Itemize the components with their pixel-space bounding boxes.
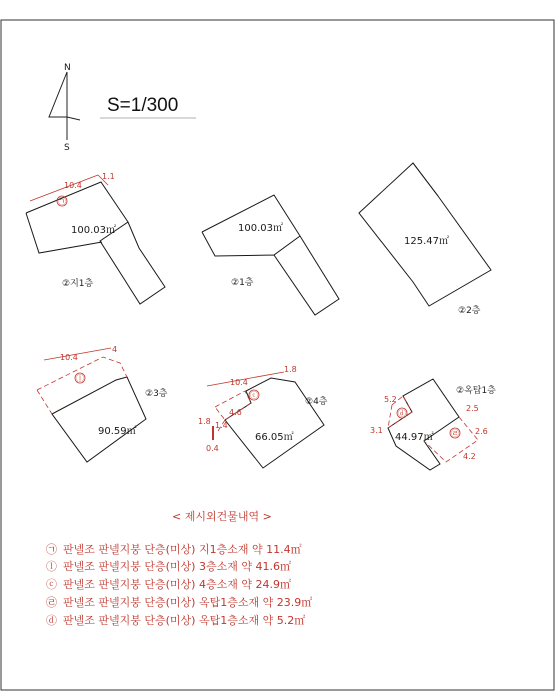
dim-fourth-floor-3: 4.6	[229, 408, 242, 417]
dim-rooftop-1: 5.2	[384, 395, 397, 404]
legend-item-5: 판넬조 판넬지붕 단층(미상) 옥탑1층소재 약 5.2㎡	[63, 614, 306, 627]
marker-c: ⓒ	[250, 391, 258, 400]
floor-plan-basement	[26, 172, 165, 304]
dim-side-basement: 1.1	[102, 172, 115, 181]
marker-l: ⓛ	[76, 374, 84, 383]
area-fourth-floor: 66.05㎡	[255, 432, 294, 443]
legend-item-4: 판넬조 판넬지붕 단층(미상) 옥탑1층소재 약 23.9㎡	[63, 596, 313, 609]
dim-rooftop-4: 2.6	[475, 427, 488, 436]
legend-marker-5: ⓓ	[46, 614, 57, 627]
legend-item-2: 판넬조 판넬지붕 단층(미상) 3층소재 약 41.6㎡	[63, 560, 291, 573]
area-second-floor: 125.47㎡	[404, 236, 449, 247]
dim-fourth-floor-1: 1.8	[198, 417, 211, 426]
area-basement: 100.03㎡	[71, 225, 116, 236]
area-third-floor: 90.59㎡	[98, 426, 137, 437]
legend-item-3: 판넬조 판넬지붕 단층(미상) 4층소재 약 24.9㎡	[63, 578, 291, 591]
floor-plan-second-floor	[359, 163, 491, 316]
area-rooftop: 44.97㎡	[395, 432, 434, 443]
floor-plan-rooftop	[370, 379, 496, 470]
north-arrow-icon	[49, 72, 80, 140]
dim-rooftop-3: 2.5	[466, 404, 479, 413]
dim-top-fourth-floor: 10.4	[230, 378, 248, 387]
dim-top-third-floor: 10.4	[60, 353, 78, 362]
marker-g: ㉠	[58, 197, 66, 206]
dim-fourth-floor-4: 0.4	[206, 444, 219, 453]
dim-rooftop-5: 4.2	[463, 452, 476, 461]
legend-marker-3: ⓒ	[46, 578, 57, 591]
marker-d: ⓓ	[398, 409, 406, 418]
marker-r: ㉣	[451, 429, 459, 438]
floor-label-third-floor: ②3층	[145, 389, 168, 399]
floor-plan-first-floor	[202, 195, 339, 315]
floor-label-first-floor: ②1층	[231, 278, 254, 288]
legend-title: < 제시외건물내역 >	[172, 510, 272, 523]
north-label: N	[64, 63, 71, 73]
dim-rooftop-2: 3.1	[370, 426, 383, 435]
legend-item-1: 판넬조 판넬지붕 단층(미상) 지1층소재 약 11.4㎡	[63, 543, 302, 556]
legend-marker-1: ㉠	[46, 543, 57, 556]
floor-label-basement: ②지1층	[62, 279, 94, 289]
floor-label-fourth-floor: ②4층	[305, 397, 328, 407]
dim-fourth-floor-2: 1.4	[215, 421, 228, 430]
floor-plan-third-floor	[37, 345, 168, 462]
legend-marker-2: ⓛ	[46, 560, 57, 573]
dim-top-basement: 10.4	[64, 181, 82, 190]
dim-top2-fourth-floor: 1.8	[284, 365, 297, 374]
floor-plan-fourth-floor	[198, 365, 328, 468]
floor-label-rooftop: ②옥탑1층	[456, 386, 496, 396]
dim-side-third-floor: 4	[112, 345, 118, 354]
legend-marker-4: ㉣	[46, 596, 57, 609]
floor-label-second-floor: ②2층	[458, 306, 481, 316]
south-label: S	[64, 143, 70, 153]
area-first-floor: 100.03㎡	[238, 223, 283, 234]
scale-label: S=1/300	[107, 95, 179, 116]
